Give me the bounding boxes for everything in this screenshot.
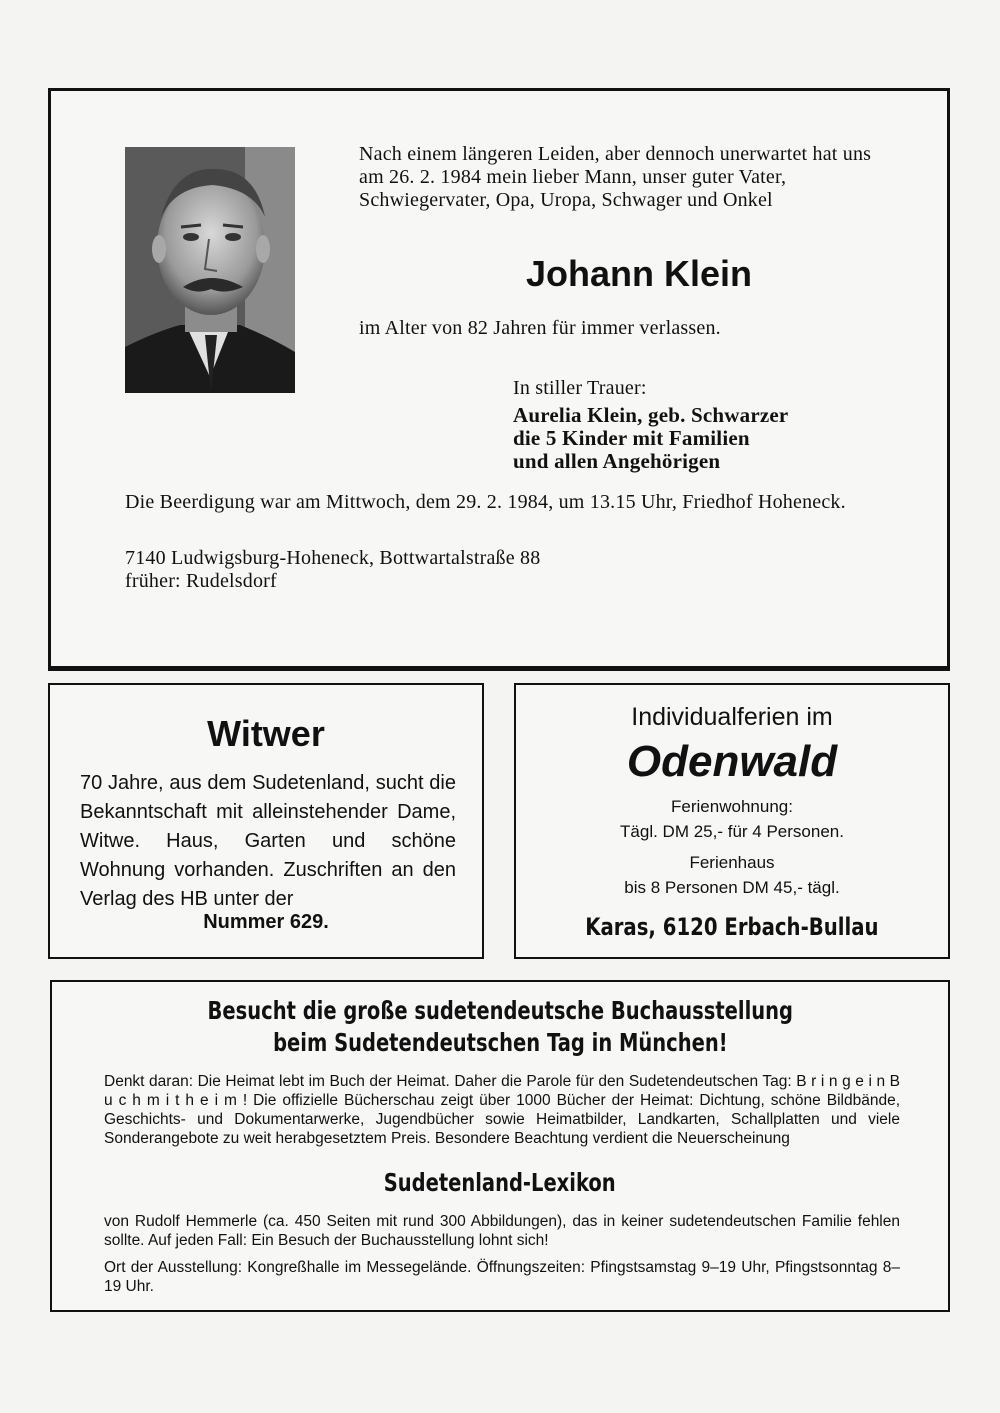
odenwald-line: bis 8 Personen DM 45,- tägl. [624,878,840,897]
mourning-label: In stiller Trauer: [513,377,647,399]
mourner-line: Aurelia Klein, geb. Schwarzer [513,403,789,427]
address-block [125,547,540,593]
witwer-number: Nummer 629. [203,911,329,933]
obituary-intro: Nach einem längeren Leiden, aber dennoch unerwartet hat uns am 26. 2. 1984 mein lieber Mann, unser guter Vater, Schwiegervater, Opa, Uropa, Schwager und Onkel [359,143,872,211]
book-exhibition-notice [50,980,950,1312]
portrait-photo [125,147,295,393]
witwer-body: 70 Jahre, aus dem Sudetenland, sucht die Bekanntschaft mit alleinstehender Dame, Witwe. Haus, Garten und schöne Wohnung vorhanden. Zuschriften an den Verlag des HB unter der [80,772,456,910]
obituary-notice [48,88,950,671]
exhibition-headline-2: beim Sudetendeutschen Tag in München! [272,1028,728,1057]
exhibition-subhead: Sudetenland-Lexikon [384,1168,616,1197]
witwer-title: Witwer [207,713,325,754]
mourner-line: und allen Angehörigen [513,449,721,473]
obituary-age-text: im Alter von 82 Jahren für immer verlassen. [359,317,721,339]
odenwald-title: Odenwald [626,737,838,786]
deceased-name: Johann Klein [525,253,753,294]
odenwald-line: Tägl. DM 25,- für 4 Personen. [620,822,844,841]
odenwald-ad [514,683,950,959]
mourner-line: die 5 Kinder mit Familien [513,426,750,450]
exhibition-paragraph: Denkt daran: Die Heimat lebt im Buch der Heimat. Daher die Parole für den Sudetendeutschen Tag: B r i n g e i n B u c h m i t h e i m ! Die offizielle Bücherschau zeigt über 1000 Bücher der Heimat: Dichtung, schöne Bildbände, Geschichts- und Dokumentarwerke, Jugendbücher sowie Heimatbilder, Landkarten, Schallplatten und viele Sonderangebote zu weit herabgesetztem Preis. Besondere Beachtung verdient die Neuerscheinung [104,1073,900,1147]
odenwald-top-line: Individualferien im [631,703,833,731]
exhibition-headline-1: Besucht die große sudetendeutsche Buchausstellung [207,996,793,1025]
address-line: 7140 Ludwigsburg-Hoheneck, Bottwartalstraße 88 [125,547,541,569]
portrait-image [125,147,295,393]
lexikon-paragraph: von Rudolf Hemmerle (ca. 450 Seiten mit rund 300 Abbildungen), das in keiner sudetendeutschen Familie fehlen sollte. Auf jeden Fall: Ein Besuch der Buchausstellung lohnt sich! [104,1213,900,1249]
former-address-line: früher: Rudelsdorf [125,570,277,592]
odenwald-line: Ferienwohnung: [671,797,793,816]
exhibition-location-hours: Ort der Ausstellung: Kongreßhalle im Messegelände. Öffnungszeiten: Pfingstsamstag 9–19 Uhr, Pfingstsonntag 8–19 Uhr. [104,1259,900,1295]
odenwald-contact: Karas, 6120 Erbach-Bullau [585,913,879,941]
funeral-info: Die Beerdigung war am Mittwoch, dem 29. 2. 1984, um 13.15 Uhr, Friedhof Hoheneck. [125,491,846,513]
witwer-ad [48,683,484,959]
odenwald-line: Ferienhaus [689,853,775,872]
mourners-block [513,377,788,473]
